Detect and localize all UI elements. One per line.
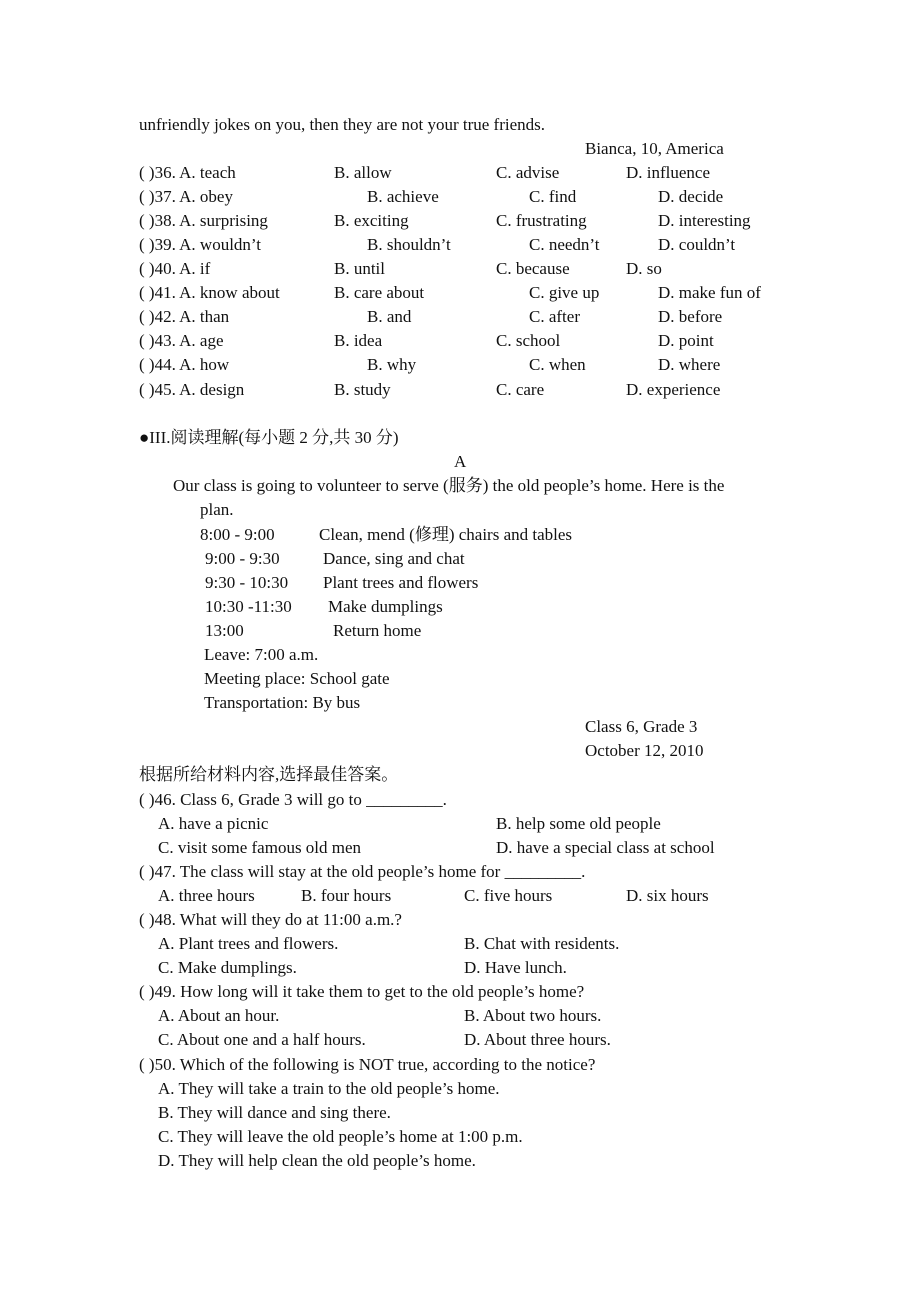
q50-option-a: A. They will take a train to the old people’s home. <box>158 1079 500 1098</box>
q41-option-d: D. make fun of <box>658 283 761 302</box>
q37-option-b: B. achieve <box>367 187 439 206</box>
q39-option-c: C. needn’t <box>529 235 600 254</box>
q47-stem: ( )47. The class will stay at the old people’s home for _________. <box>139 862 586 881</box>
q45-option-b: B. study <box>334 380 391 399</box>
schedule-activity: Make dumplings <box>328 597 443 616</box>
q48-stem: ( )48. What will they do at 11:00 a.m.? <box>139 910 402 929</box>
q49-option-b: B. About two hours. <box>464 1006 602 1025</box>
q48-option-c: C. Make dumplings. <box>158 958 297 977</box>
passage-closing-line: unfriendly jokes on you, then they are not your true friends. <box>139 115 546 134</box>
q48-option-d: D. Have lunch. <box>464 958 567 977</box>
section-title: ●III.阅读理解(每小题 2 分,共 30 分) <box>139 428 399 447</box>
q47-option-d: D. six hours <box>626 886 709 905</box>
transportation: Transportation: By bus <box>204 693 361 712</box>
q47-option-b: B. four hours <box>301 886 392 905</box>
q45-option-c: C. care <box>496 380 545 399</box>
leave-time: Leave: 7:00 a.m. <box>204 645 319 664</box>
q38-option-b: B. exciting <box>334 211 409 230</box>
q39-option-d: D. couldn’t <box>658 235 736 254</box>
passage-intro-continued: plan. <box>200 500 234 519</box>
q45-option-a: ( )45. A. design <box>139 380 245 399</box>
q49-stem: ( )49. How long will it take them to get to the old people’s home? <box>139 982 585 1001</box>
q37-option-d: D. decide <box>658 187 724 206</box>
q44-option-b: B. why <box>367 355 417 374</box>
q40-option-a: ( )40. A. if <box>139 259 211 278</box>
schedule-time: 10:30 -11:30 <box>205 597 292 616</box>
q40-option-c: C. because <box>496 259 570 278</box>
q46-stem: ( )46. Class 6, Grade 3 will go to _________. <box>139 790 447 809</box>
q45-option-d: D. experience <box>626 380 721 399</box>
schedule-activity: Clean, mend (修理) chairs and tables <box>319 525 573 544</box>
q43-option-a: ( )43. A. age <box>139 331 224 350</box>
q42-option-a: ( )42. A. than <box>139 307 230 326</box>
q41-option-a: ( )41. A. know about <box>139 283 280 302</box>
q48-option-b: B. Chat with residents. <box>464 934 620 953</box>
q49-option-d: D. About three hours. <box>464 1030 611 1049</box>
q43-option-d: D. point <box>658 331 714 350</box>
q36-option-c: C. advise <box>496 163 560 182</box>
instruction: 根据所给材料内容,选择最佳答案。 <box>139 765 399 784</box>
passage-intro: Our class is going to volunteer to serve (服务) the old people’s home. Here is the <box>173 476 725 495</box>
schedule-time: 8:00 - 9:00 <box>200 525 275 544</box>
q46-option-c: C. visit some famous old men <box>158 838 362 857</box>
q40-option-b: B. until <box>334 259 386 278</box>
notice-date: October 12, 2010 <box>585 741 704 760</box>
q44-option-d: D. where <box>658 355 721 374</box>
q36-option-b: B. allow <box>334 163 392 182</box>
q50-option-c: C. They will leave the old people’s home at 1:00 p.m. <box>158 1127 523 1146</box>
q49-option-c: C. About one and a half hours. <box>158 1030 366 1049</box>
q50-option-b: B. They will dance and sing there. <box>158 1103 391 1122</box>
q46-option-d: D. have a special class at school <box>496 838 715 857</box>
meeting-place: Meeting place: School gate <box>204 669 390 688</box>
schedule-time: 13:00 <box>205 621 244 640</box>
q46-option-a: A. have a picnic <box>158 814 269 833</box>
q42-option-d: D. before <box>658 307 723 326</box>
q42-option-c: C. after <box>529 307 580 326</box>
schedule-time: 9:30 - 10:30 <box>205 573 289 592</box>
q50-stem: ( )50. Which of the following is NOT true, according to the notice? <box>139 1055 596 1074</box>
q44-option-a: ( )44. A. how <box>139 355 230 374</box>
q44-option-c: C. when <box>529 355 586 374</box>
q47-option-a: A. three hours <box>158 886 255 905</box>
schedule-activity: Plant trees and flowers <box>323 573 479 592</box>
q38-option-d: D. interesting <box>658 211 751 230</box>
notice-class: Class 6, Grade 3 <box>585 717 698 736</box>
schedule-activity: Dance, sing and chat <box>323 549 465 568</box>
q41-option-b: B. care about <box>334 283 425 302</box>
schedule-time: 9:00 - 9:30 <box>205 549 280 568</box>
passage-label: A <box>454 452 467 471</box>
q36-option-d: D. influence <box>626 163 711 182</box>
q48-option-a: A. Plant trees and flowers. <box>158 934 339 953</box>
q46-option-b: B. help some old people <box>496 814 661 833</box>
q38-option-a: ( )38. A. surprising <box>139 211 268 230</box>
q50-option-d: D. They will help clean the old people’s home. <box>158 1151 476 1170</box>
q40-option-d: D. so <box>626 259 662 278</box>
passage-signature: Bianca, 10, America <box>585 139 724 158</box>
q49-option-a: A. About an hour. <box>158 1006 280 1025</box>
q41-option-c: C. give up <box>529 283 600 302</box>
q42-option-b: B. and <box>367 307 412 326</box>
q39-option-a: ( )39. A. wouldn’t <box>139 235 261 254</box>
q39-option-b: B. shouldn’t <box>367 235 451 254</box>
schedule-activity: Return home <box>333 621 422 640</box>
q43-option-b: B. idea <box>334 331 383 350</box>
q36-option-a: ( )36. A. teach <box>139 163 236 182</box>
q47-option-c: C. five hours <box>464 886 553 905</box>
q37-option-a: ( )37. A. obey <box>139 187 233 206</box>
q37-option-c: C. find <box>529 187 577 206</box>
q43-option-c: C. school <box>496 331 561 350</box>
q38-option-c: C. frustrating <box>496 211 587 230</box>
